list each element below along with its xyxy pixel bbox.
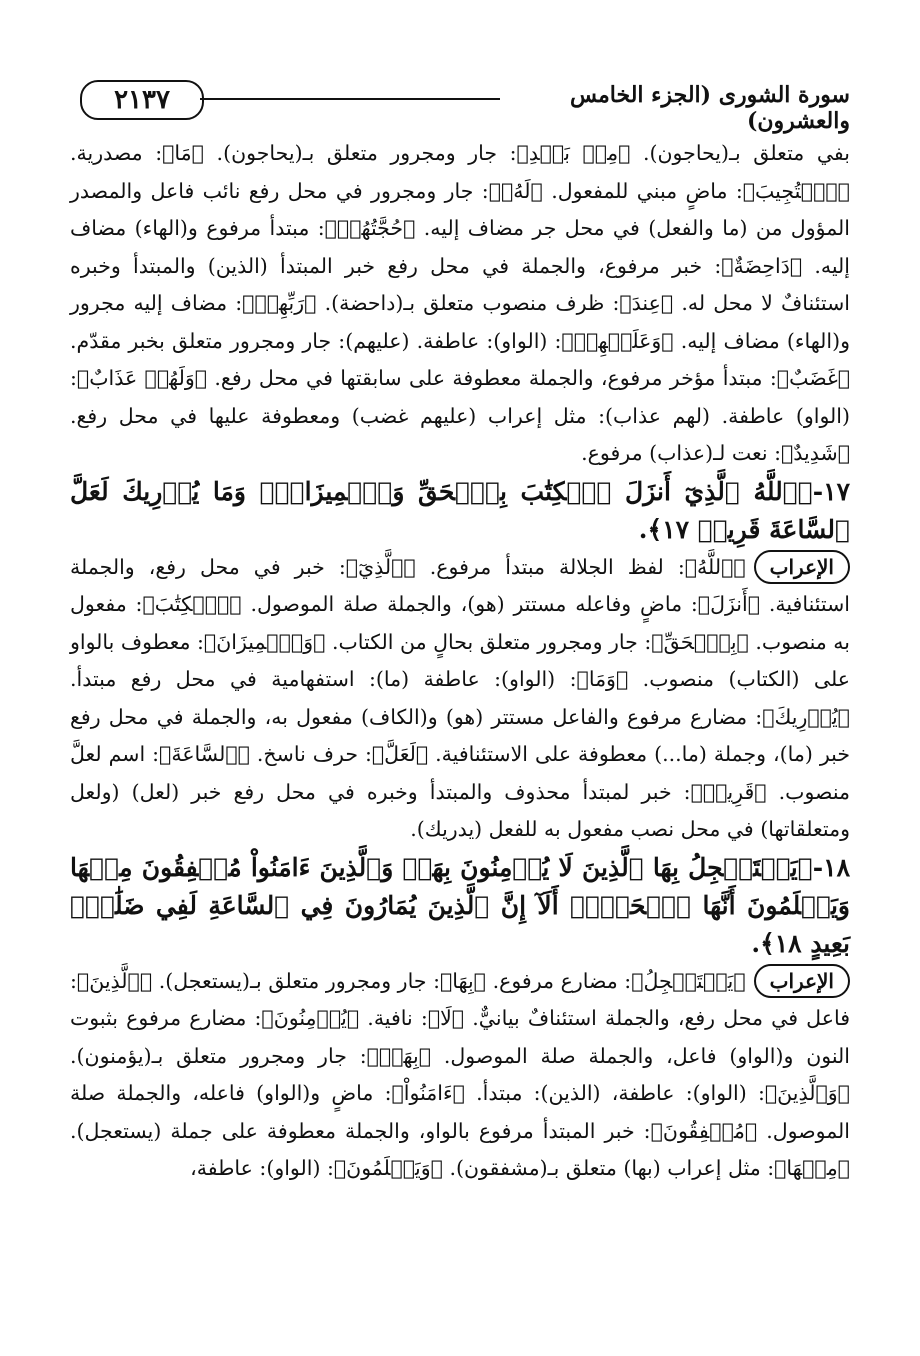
i3rab-17-text: ﴿ٱللَّهُ﴾: لفظ الجلالة مبتدأ مرفوع. ﴿ٱلَّذِيٓ﴾: خبر في محل رفع، والجملة استئنافية. ﴿أَنزَلَ﴾: ماضٍ وفاعله مستتر (هو)، والجملة صلة الموصول. ﴿ٱلۡكِتَٰبَ﴾: مفعول به منصوب. ﴿بِٱلۡحَقِّ﴾: جار ومجرور متعلق بحالٍ من الكتاب. ﴿وَٱلۡمِيزَانَ﴾: معطوف بالواو على (الكتاب) منصوب. ﴿وَمَا﴾: (الواو): عاطفة (ما): استفهامية في محل رفع مبتدأ. ﴿يُدۡرِيكَ﴾: مضارع مرفوع والفاعل مستتر (هو) و(الكاف) مفعول به، والجملة في محل رفع خبر (ما)، وجملة (ما...) معطوفة على الاستئنافية. ﴿لَعَلَّ﴾: حرف ناسخ. ﴿ٱلسَّاعَةَ﴾: اسم لعلَّ منصوب. ﴿قَرِيبٞ﴾: خبر لمبتدأ محذوف والمبتدأ وخبره في محل رفع خبر (لعل) (ولعل ومتعلقاتها) في محل نصب مفعول به للفعل (يدريك). bbox=[70, 554, 850, 841]
verse-17-text: ﴿ٱللَّهُ ٱلَّذِيٓ أَنزَلَ ٱلۡكِتَٰبَ بِٱلۡحَقِّ وَٱلۡمِيزَانَۗ وَمَا يُدۡرِيكَ لَعَلَّ ٱلسَّاعَةَ قَرِيبٞ ١٧﴾. bbox=[70, 476, 850, 544]
i3rab-label-17: الإعراب bbox=[754, 550, 850, 584]
surah-title: سورة الشورى (الجزء الخامس والعشرون) bbox=[569, 82, 850, 134]
verse-17 bbox=[70, 473, 850, 549]
i3rab-18-paragraph bbox=[70, 963, 850, 1188]
verse-18-text: ﴿يَسۡتَعۡجِلُ بِهَا ٱلَّذِينَ لَا يُؤۡمِنُونَ بِهَاۖ وَٱلَّذِينَ ءَامَنُواْ مُشۡفِقُونَ مِنۡهَا وَيَعۡلَمُونَ أَنَّهَا ٱلۡحَقُّۗ أَلَآ إِنَّ ٱلَّذِينَ يُمَارُونَ فِي ٱلسَّاعَةِ لَفِي ضَلَٰلِۭ بَعِيدٍ ١٨﴾. bbox=[70, 852, 850, 958]
page-header bbox=[60, 74, 850, 134]
verse-18 bbox=[70, 849, 850, 963]
verse-17-number: ١٧- bbox=[812, 476, 850, 506]
verse-18-number: ١٨- bbox=[812, 852, 850, 882]
i3rab-18-text: ﴿يَسۡتَعۡجِلُ﴾: مضارع مرفوع. ﴿بِهَا﴾: جار ومجرور متعلق بـ(يستعجل). ﴿ٱلَّذِينَ﴾: فاعل في محل رفع، والجملة استئنافٌ بيانيٌّ. ﴿لَا﴾: نافية. ﴿يُؤۡمِنُونَ﴾: مضارع مرفوع بثبوت النون و(الواو) فاعل، والجملة صلة الموصول. ﴿بِهَاۖ﴾: جار ومجرور متعلق بـ(يؤمنون). ﴿وَٱلَّذِينَ﴾: (الواو): عاطفة، (الذين): مبتدأ. ﴿ءَامَنُواْ﴾: ماضٍ و(الواو) فاعله، والجملة صلة الموصول. ﴿مُشۡفِقُونَ﴾: خبر المبتدأ مرفوع بالواو، والجملة معطوفة على جملة (يستعجل). ﴿مِنۡهَا﴾: مثل إعراب (بها) متعلق بـ(مشفقون). ﴿وَيَعۡلَمُونَ﴾: (الواو): عاطفة، bbox=[70, 968, 850, 1180]
i3rab-17-paragraph bbox=[70, 549, 850, 849]
i3rab-label-18: الإعراب bbox=[754, 964, 850, 998]
page-body bbox=[70, 135, 850, 1336]
commentary-paragraph: بفي متعلق بـ(يحاجون). ﴿مِنۢ بَعۡدِ﴾: جار ومجرور متعلق بـ(يحاجون). ﴿مَا﴾: مصدرية. ﴿ٱسۡتُجِيبَ﴾: ماضٍ مبني للمفعول. ﴿لَهُۥ﴾: جار ومجرور في محل رفع نائب فاعل والمصدر المؤول من (ما والفعل) في محل جر مضاف إليه. ﴿حُجَّتُهُمۡ﴾: مبتدأ مرفوع و(الهاء) مضاف إليه. ﴿دَاحِضَةٌ﴾: خبر مرفوع، والجملة في محل رفع خبر المبتدأ (الذين) والمبتدأ وخبره استئنافٌ لا محل له. ﴿عِندَ﴾: ظرف منصوب متعلق بـ(داحضة). ﴿رَبِّهِمۡ﴾: مضاف إليه مجرور و(الهاء) مضاف إليه. ﴿وَعَلَيۡهِمۡ﴾: (الواو): عاطفة. (عليهم): جار ومجرور متعلق بخبر مقدّم. ﴿غَضَبٌ﴾: مبتدأ مؤخر مرفوع، والجملة معطوفة على سابقتها في محل رفع. ﴿وَلَهُمۡ عَذَابٌ﴾: (الواو) عاطفة. (لهم عذاب): مثل إعراب (عليهم غضب) ومعطوفة عليها في محل رفع. ﴿شَدِيدٌ﴾: نعت لـ(عذاب) مرفوع. bbox=[70, 141, 850, 465]
page-number: ٢١٣٧ bbox=[80, 80, 204, 120]
header-rule bbox=[200, 98, 500, 100]
